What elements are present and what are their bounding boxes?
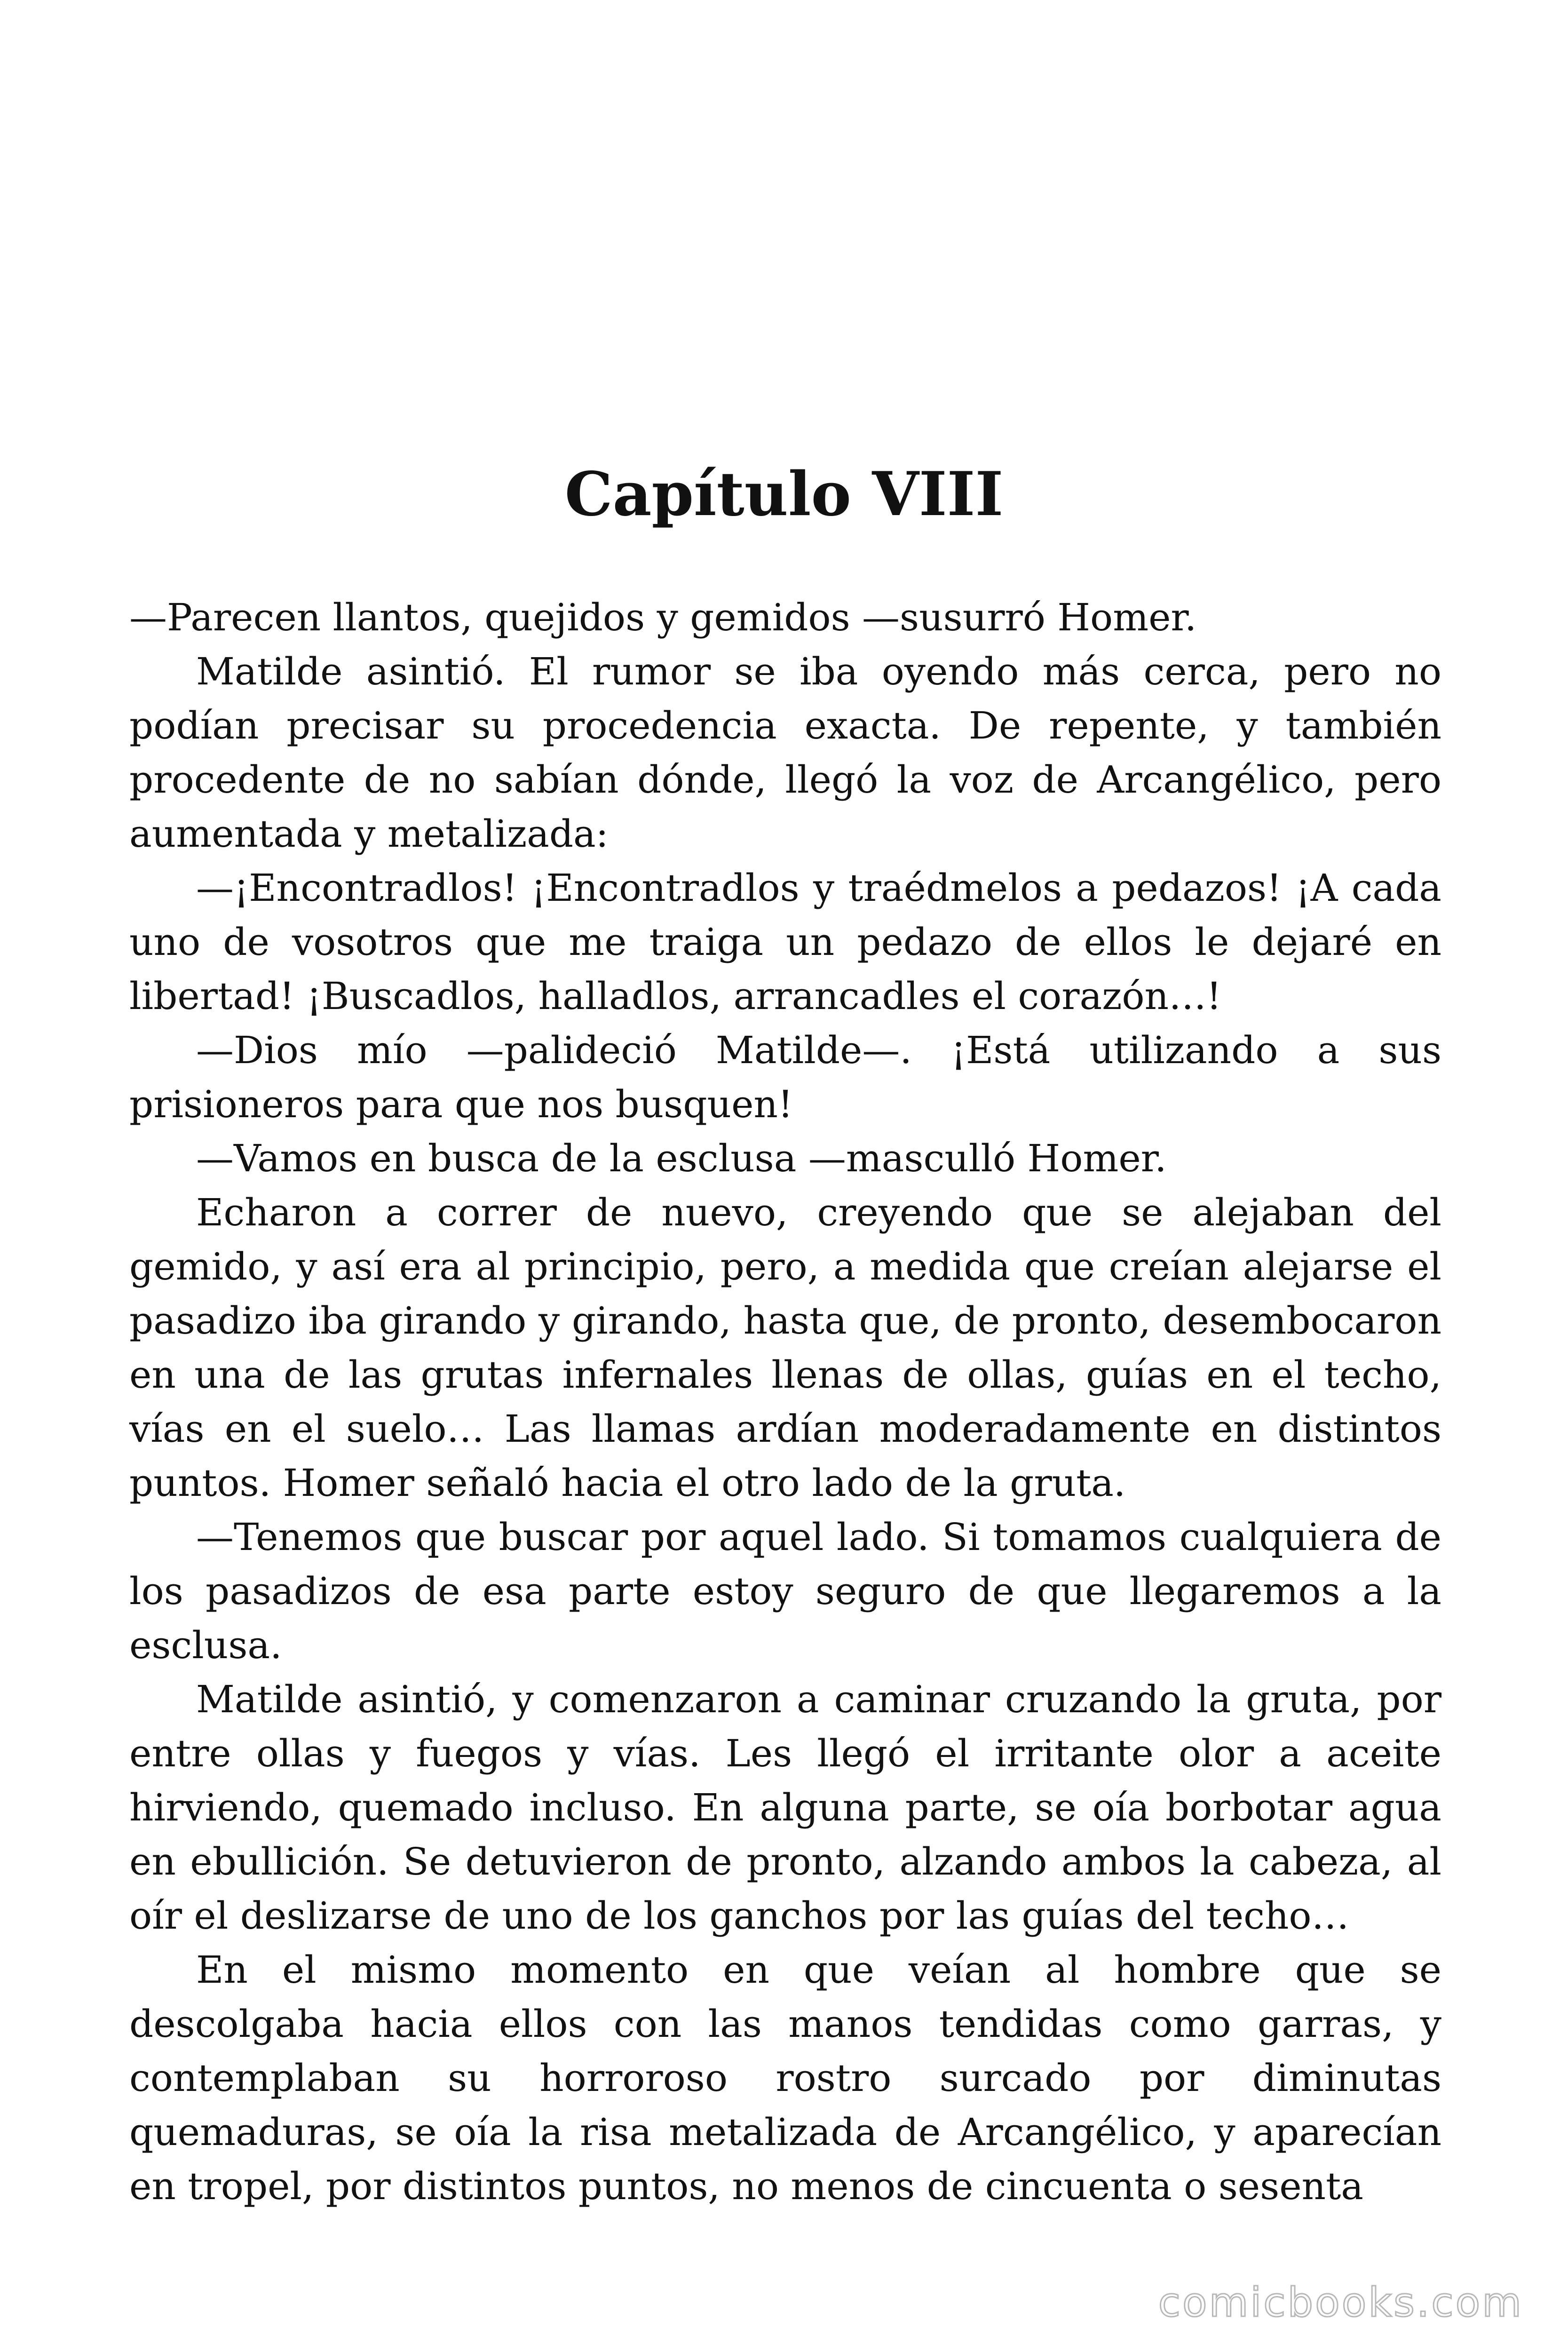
paragraph: —Dios mío —palideció Matilde—. ¡Está utilizando a sus prisioneros para que nos busquen! <box>129 1028 1441 1126</box>
body-text <box>129 590 1441 2213</box>
chapter-title: Capítulo VIII <box>564 459 1004 530</box>
watermark: comicbooks.com <box>1158 2279 1523 2326</box>
paragraph: En el mismo momento en que veían al hombre que se descolgaba hacia ellos con las manos tendidas como garras, y contemplaban su horroroso rostro surcado por diminutas quemaduras, se oía la risa metalizada de Arcangélico, y aparecían en tropel, por distintos puntos, no menos de cincuenta o sesenta <box>129 1948 1441 2208</box>
paragraph: —Tenemos que buscar por aquel lado. Si tomamos cualquiera de los pasadizos de esa parte estoy seguro de que llegaremos a la esclusa. <box>129 1515 1441 1667</box>
paragraph: Matilde asintió, y comenzaron a caminar cruzando la gruta, por entre ollas y fuegos y vías. Les llegó el irritante olor a aceite hirviendo, quemado incluso. En alguna parte, se oía borbotar agua en ebullición. Se detuvieron de pronto, alzando ambos la cabeza, al oír el deslizarse de uno de los ganchos por las guías del techo… <box>129 1677 1441 1938</box>
paragraph: —Parecen llantos, quejidos y gemidos —susurró Homer. <box>129 596 1197 639</box>
paragraph: —¡Encontradlos! ¡Encontradlos y traédmelos a pedazos! ¡A cada uno de vosotros que me traiga un pedazo de ellos le dejaré en libertad! ¡Buscadlos, halladlos, arrancadles el corazón…! <box>129 866 1441 1018</box>
paragraph: Matilde asintió. El rumor se iba oyendo más cerca, pero no podían precisar su procedencia exacta. De repente, y también procedente de no sabían dónde, llegó la voz de Arcangélico, pero aumentada y metalizada: <box>129 650 1441 856</box>
paragraph: Echaron a correr de nuevo, creyendo que se alejaban del gemido, y así era al principio, pero, a medida que creían alejarse el pasadizo iba girando y girando, hasta que, de pronto, desembocaron en una de las grutas infernales llenas de ollas, guías en el techo, vías en el suelo… Las llamas ardían moderadamente en distintos puntos. Homer señaló hacia el otro lado de la gruta. <box>129 1191 1441 1505</box>
paragraph: —Vamos en busca de la esclusa —masculló Homer. <box>196 1136 1167 1180</box>
